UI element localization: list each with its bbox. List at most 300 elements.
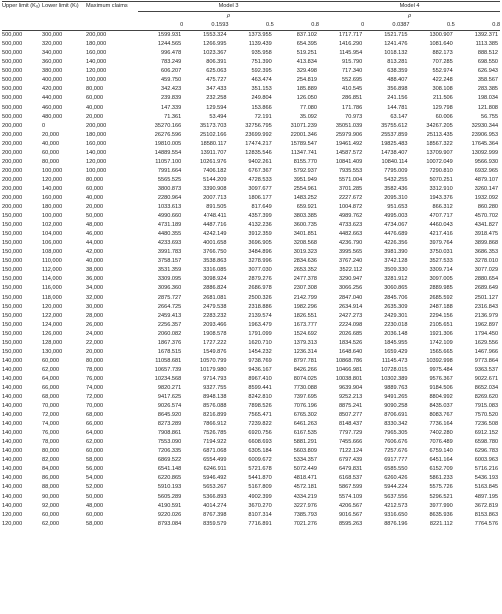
cell-value: 19825.483 (381, 140, 408, 147)
cell-upper-limit: 140,000 (2, 484, 23, 491)
cell-lower-limit: 124,000 (42, 321, 63, 328)
cell-value: 5432.255 (384, 176, 408, 183)
cell-value: 3767.240 (338, 258, 363, 265)
cell-value: 6220.865 (157, 475, 182, 482)
cell-lower-limit: 120,000 (42, 176, 63, 183)
cell-value: 1549.876 (203, 348, 227, 355)
cell-value: 3742.128 (384, 258, 408, 265)
cell-value: 2316.843 (474, 303, 499, 310)
cell-value: 8576.088 (203, 403, 227, 410)
cell-value: 241.156 (387, 95, 408, 102)
cell-value: 3981.390 (384, 249, 408, 256)
cell-maximum-claims: 24,000 (86, 330, 104, 337)
cell-value: 7397.695 (293, 394, 318, 401)
table-row (2, 375, 500, 384)
cell-value: 1004.872 (338, 204, 363, 211)
table-row (2, 429, 500, 438)
cell-value: 15789.547 (290, 140, 318, 147)
cell-value: 35173.703 (200, 122, 227, 129)
cell-value: 8599.441 (248, 384, 272, 391)
cell-value: 4233.693 (157, 240, 182, 247)
cell-value: 56.755 (480, 113, 499, 120)
table-row (2, 221, 500, 230)
cell-value: 8074.025 (293, 375, 318, 382)
cell-lower-limit: 180,000 (42, 204, 63, 211)
cell-value: 5867.599 (338, 484, 363, 491)
cell-upper-limit: 140,000 (2, 421, 23, 428)
cell-value: 9184.506 (429, 384, 453, 391)
cell-value: 7991.664 (157, 167, 182, 174)
cell-upper-limit: 150,000 (2, 249, 23, 256)
cell-value: 1033.613 (157, 204, 182, 211)
cell-value: 2500.326 (248, 294, 272, 301)
cell-value: 6296.783 (474, 448, 499, 455)
cell-value: 286.851 (342, 95, 363, 102)
cell-maximum-claims: 58,000 (86, 520, 104, 527)
cell-value: 1023.367 (203, 50, 227, 57)
cell-upper-limit: 150,000 (2, 267, 23, 274)
table-row (2, 248, 500, 257)
cell-value: 2307.308 (293, 285, 318, 292)
cell-lower-limit: 340,000 (42, 50, 63, 57)
cell-value: 8793.084 (157, 520, 182, 527)
cell-maximum-claims: 78,000 (86, 366, 104, 373)
header-rho-value: 0.1593 (183, 21, 228, 31)
cell-maximum-claims: 160,000 (86, 140, 107, 147)
cell-value: 8269.620 (474, 394, 499, 401)
cell-value: 882.173 (432, 50, 453, 57)
cell-value: 8652.034 (474, 384, 499, 391)
cell-value: 9363.537 (474, 366, 499, 373)
cell-value: 6167.535 (293, 430, 318, 437)
cell-value: 351.153 (251, 86, 272, 93)
cell-value: 9252.213 (338, 394, 363, 401)
cell-upper-limit: 500,000 (2, 41, 23, 48)
cell-value: 3979.764 (429, 240, 453, 247)
cell-value: 342.423 (161, 86, 182, 93)
cell-value: 53.494 (209, 113, 227, 120)
cell-maximum-claims: 28,000 (86, 312, 104, 319)
cell-value: 129.594 (206, 104, 227, 111)
cell-value: 1416.290 (338, 41, 363, 48)
cell-value: 659.921 (296, 204, 318, 211)
cell-value: 10841.409 (335, 158, 363, 165)
cell-value: 1373.955 (248, 32, 272, 39)
cell-value: 2889.985 (429, 285, 453, 292)
cell-value: 717.340 (342, 68, 363, 75)
table-row (2, 31, 500, 41)
header-lower-limit: Lower limit (Kₗ) (42, 2, 86, 12)
cell-upper-limit: 140,000 (2, 448, 23, 455)
cell-value: 308.108 (432, 86, 453, 93)
cell-lower-limit: 62,000 (42, 366, 60, 373)
cell-lower-limit: 68,000 (42, 394, 60, 401)
cell-value: 2142.799 (293, 294, 318, 301)
cell-maximum-claims: 68,000 (86, 412, 104, 419)
cell-value: 2845.706 (384, 294, 408, 301)
table-row (2, 149, 500, 158)
cell-value: 8875.241 (338, 403, 363, 410)
table-row (2, 493, 500, 502)
cell-value: 4242.149 (203, 231, 227, 238)
cell-value: 5721.678 (248, 466, 272, 473)
cell-upper-limit: 200,000 (2, 140, 23, 147)
cell-value: 9316.650 (384, 511, 408, 518)
cell-value: 1241.476 (384, 41, 408, 48)
table-row (2, 284, 500, 293)
cell-value: 8948.138 (203, 394, 227, 401)
cell-value: 5334.357 (293, 457, 318, 464)
cell-value: 1629.556 (474, 339, 499, 346)
cell-value: 8797.781 (293, 357, 318, 364)
header-rho-value: 0 (319, 21, 364, 31)
cell-value: 3701.285 (338, 185, 363, 192)
cell-maximum-claims: 58,000 (86, 457, 104, 464)
cell-upper-limit: 150,000 (2, 213, 23, 220)
cell-maximum-claims: 46,000 (86, 231, 104, 238)
cell-value: 2664.725 (157, 303, 182, 310)
cell-value: 129.798 (432, 104, 453, 111)
cell-value: 817.649 (251, 204, 272, 211)
cell-value: 5070.251 (429, 176, 453, 183)
cell-value: 10072.049 (426, 158, 453, 165)
table-row (2, 176, 500, 185)
cell-value: 1826.551 (293, 312, 318, 319)
table-row (2, 303, 500, 312)
cell-value: 3538.863 (203, 258, 227, 265)
cell-value: 153.866 (251, 104, 272, 111)
cell-value: 35.092 (299, 113, 318, 120)
cell-value: 1963.479 (248, 321, 272, 328)
cell-upper-limit: 120,000 (2, 520, 23, 527)
cell-lower-limit: 60,000 (42, 357, 60, 364)
cell-value: 3401.851 (293, 231, 318, 238)
cell-value: 10179.980 (200, 366, 227, 373)
cell-upper-limit: 500,000 (2, 95, 23, 102)
cell-lower-limit: 420,000 (42, 86, 63, 93)
cell-value: 3803.385 (293, 213, 318, 220)
cell-value: 6009.672 (248, 457, 272, 464)
header-rho-model-3: ρ (226, 13, 231, 20)
cell-value: 17474.217 (245, 140, 272, 147)
cell-value: 11347.741 (291, 149, 318, 156)
table-row (2, 140, 500, 149)
cell-value: 463.474 (251, 77, 272, 84)
cell-value: 1791.099 (248, 330, 272, 337)
cell-value: 6260.426 (384, 475, 408, 482)
table-row (2, 474, 500, 483)
cell-upper-limit: 150,000 (2, 276, 23, 283)
cell-value: 4236.790 (338, 240, 363, 247)
cell-value: 7553.090 (157, 439, 182, 446)
cell-maximum-claims: 60,000 (86, 95, 104, 102)
cell-value: 211.506 (432, 95, 453, 102)
cell-maximum-claims: 40,000 (86, 104, 104, 111)
table-row (2, 58, 500, 67)
cell-value: 25537.859 (381, 131, 408, 138)
cell-value: 23906.953 (471, 131, 499, 138)
cell-upper-limit: 500,000 (2, 104, 23, 111)
cell-value: 4897.195 (474, 493, 499, 500)
cell-value: 1145.954 (339, 50, 363, 57)
cell-upper-limit: 150,000 (2, 231, 23, 238)
cell-value: 3097.677 (248, 185, 272, 192)
cell-value: 459.750 (161, 77, 182, 84)
cell-lower-limit: 130,000 (42, 348, 63, 355)
cell-maximum-claims: 52,000 (86, 484, 104, 491)
table-row (2, 167, 500, 176)
cell-value: 4206.567 (338, 502, 363, 509)
cell-value: 10466.981 (335, 366, 363, 373)
cell-lower-limit: 60,000 (42, 149, 60, 156)
cell-maximum-claims: 100,000 (86, 167, 107, 174)
cell-value: 1113.385 (475, 41, 499, 48)
cell-value: 10392.998 (426, 357, 453, 364)
cell-lower-limit: 78,000 (42, 439, 60, 446)
cell-value: 4731.189 (157, 222, 182, 229)
cell-value: 8083.767 (429, 412, 453, 419)
cell-value: 552.974 (432, 68, 453, 75)
cell-maximum-claims: 180,000 (86, 41, 107, 48)
cell-value: 2501.127 (474, 294, 499, 301)
cell-lower-limit: 116,000 (42, 285, 62, 292)
cell-value: 329.498 (296, 68, 318, 75)
cell-value: 6305.184 (248, 448, 272, 455)
header-rho-model-4: ρ (407, 13, 412, 20)
cell-value: 2686.978 (248, 285, 272, 292)
table-row (2, 330, 500, 339)
cell-value: 5296.521 (429, 493, 453, 500)
cell-value: 4734.067 (384, 222, 408, 229)
cell-value: 2689.649 (474, 285, 499, 292)
cell-maximum-claims: 64,000 (86, 430, 104, 437)
cell-value: 8153.863 (474, 511, 499, 518)
cell-value: 698.550 (477, 59, 499, 66)
cell-value: 1717.717 (338, 32, 363, 39)
cell-value: 1794.450 (474, 330, 499, 337)
cell-upper-limit: 140,000 (2, 412, 23, 419)
cell-value: 3096.360 (157, 285, 182, 292)
cell-value: 7866.912 (203, 421, 227, 428)
cell-value: 4014.274 (203, 502, 227, 509)
cell-value: 34267.205 (426, 122, 453, 129)
cell-lower-limit: 60,000 (42, 511, 60, 518)
cell-maximum-claims: 100,000 (86, 77, 107, 84)
cell-value: 6920.756 (248, 430, 272, 437)
claims-table (2, 1, 500, 529)
cell-maximum-claims: 20,000 (86, 204, 104, 211)
cell-value: 8426.266 (293, 366, 318, 373)
cell-value: 519.251 (296, 50, 318, 57)
cell-value: 7194.922 (203, 439, 227, 446)
header-rho-value: 0.5 (229, 21, 274, 31)
cell-value: 860.280 (477, 204, 499, 211)
cell-value: 422.248 (432, 77, 453, 84)
cell-value: 2230.018 (384, 321, 408, 328)
cell-value: 3800.873 (157, 185, 182, 192)
cell-upper-limit: 140,000 (2, 493, 23, 500)
cell-maximum-claims: 36,000 (86, 276, 104, 283)
cell-value: 3766.750 (203, 249, 227, 256)
cell-lower-limit: 76,000 (42, 430, 60, 437)
cell-value: 4001.658 (203, 240, 227, 247)
table-row (2, 438, 500, 447)
cell-upper-limit: 200,000 (2, 122, 23, 129)
cell-maximum-claims: 140,000 (86, 59, 107, 66)
table-row (2, 511, 500, 520)
cell-lower-limit: 112,000 (42, 267, 62, 274)
cell-value: 7908.861 (157, 430, 182, 437)
cell-upper-limit: 150,000 (2, 303, 23, 310)
cell-value: 6246.911 (203, 466, 227, 473)
cell-value: 2026.685 (338, 330, 363, 337)
table-row (2, 357, 500, 366)
cell-lower-limit: 108,000 (42, 249, 63, 256)
cell-value: 5603.809 (293, 448, 318, 455)
cell-value: 6451.164 (429, 457, 453, 464)
cell-value: 6917.777 (384, 457, 408, 464)
cell-value: 3019.323 (293, 249, 318, 256)
cell-value: 3991.783 (157, 249, 182, 256)
cell-value: 8645.920 (157, 412, 182, 419)
header-rho-value: 0.5 (410, 21, 455, 31)
cell-upper-limit: 150,000 (2, 312, 23, 319)
cell-value: 4570.702 (474, 213, 499, 220)
cell-value: 3977.990 (429, 502, 453, 509)
cell-lower-limit: 126,000 (42, 330, 63, 337)
cell-maximum-claims: 20,000 (86, 348, 104, 355)
cell-value: 837.102 (296, 32, 318, 39)
table-row (2, 402, 500, 411)
cell-upper-limit: 140,000 (2, 466, 23, 473)
cell-value: 6765.302 (293, 412, 318, 419)
cell-value: 11057.100 (155, 158, 182, 165)
cell-upper-limit: 150,000 (2, 222, 23, 229)
cell-upper-limit: 140,000 (2, 403, 23, 410)
cell-lower-limit: 84,000 (42, 466, 60, 473)
cell-lower-limit: 120,000 (42, 303, 63, 310)
cell-value: 6797.439 (338, 457, 363, 464)
cell-value: 7965.305 (384, 430, 408, 437)
cell-value: 5167.809 (248, 484, 272, 491)
table-row (2, 321, 500, 330)
cell-value: 3077.030 (248, 267, 272, 274)
cell-lower-limit: 102,000 (42, 222, 63, 229)
cell-value: 5653.267 (203, 484, 227, 491)
cell-value: 2879.276 (248, 276, 272, 283)
cell-value: 2459.413 (157, 312, 182, 319)
cell-value: 2653.352 (293, 267, 318, 274)
header-upper-limit: Upper limit (Kᵤ) (2, 2, 42, 12)
cell-upper-limit: 150,000 (2, 321, 23, 328)
cell-upper-limit: 140,000 (2, 439, 23, 446)
cell-upper-limit: 140,000 (2, 475, 23, 482)
cell-value: 3260.147 (474, 185, 499, 192)
cell-lower-limit: 80,000 (42, 448, 60, 455)
cell-value: 7076.489 (429, 439, 453, 446)
cell-value: 6767.367 (248, 167, 272, 174)
cell-value: 2294.156 (429, 312, 453, 319)
cell-value: 8435.037 (429, 403, 453, 410)
cell-value: 866.312 (432, 204, 453, 211)
cell-value: 5574.109 (338, 493, 363, 500)
cell-value: 4460.043 (429, 222, 453, 229)
cell-value: 283.385 (477, 86, 499, 93)
cell-value: 4480.355 (157, 231, 182, 238)
cell-value: 1845.955 (384, 339, 408, 346)
cell-value: 232.258 (206, 95, 227, 102)
cell-value: 7076.196 (293, 403, 318, 410)
cell-value: 1908.578 (203, 330, 227, 337)
cell-value: 3600.735 (293, 222, 318, 229)
cell-value: 19810.005 (154, 140, 182, 147)
cell-value: 4487.716 (203, 222, 227, 229)
cell-lower-limit: 460,000 (42, 104, 63, 111)
cell-value: 1921.306 (429, 330, 453, 337)
cell-value: 1139.439 (248, 41, 272, 48)
cell-value: 7239.822 (248, 421, 272, 428)
cell-value: 2105.651 (429, 321, 453, 328)
header-rho-value: 0.8 (274, 21, 319, 31)
cell-value: 475.727 (206, 77, 227, 84)
cell-value: 3098.924 (203, 276, 227, 283)
cell-value: 1982.296 (293, 303, 318, 310)
cell-value: 5861.233 (429, 475, 453, 482)
cell-value: 2554.961 (293, 185, 318, 192)
table-row (2, 239, 500, 248)
cell-value: 9576.367 (429, 375, 453, 382)
cell-value: 1521.715 (384, 32, 408, 39)
cell-maximum-claims: 70,000 (86, 403, 104, 410)
cell-value: 6871.068 (203, 448, 227, 455)
cell-lower-limit: 104,000 (42, 231, 63, 238)
cell-value: 6869.522 (157, 457, 182, 464)
cell-value: 8221.112 (429, 520, 453, 527)
cell-value: 1379.313 (293, 339, 318, 346)
table-row (2, 203, 500, 212)
cell-upper-limit: 500,000 (2, 68, 23, 75)
table-body (2, 31, 500, 529)
cell-value: 3522.112 (339, 267, 363, 274)
cell-value: 12835.546 (245, 149, 272, 156)
cell-value: 5792.937 (293, 167, 318, 174)
cell-value: 254.819 (296, 77, 318, 84)
cell-value: 7385.793 (293, 511, 318, 518)
table-row (2, 348, 500, 357)
cell-lower-limit: 106,000 (42, 240, 63, 247)
cell-maximum-claims: 62,000 (86, 439, 104, 446)
cell-lower-limit: 300,000 (42, 32, 63, 39)
cell-value: 9417.625 (157, 394, 182, 401)
cell-value: 2880.654 (474, 276, 499, 283)
cell-value: 8967.410 (248, 375, 272, 382)
cell-upper-limit: 200,000 (2, 185, 23, 192)
cell-value: 4995.003 (384, 213, 408, 220)
cell-value: 1678.515 (157, 348, 182, 355)
cell-value: 8155.770 (293, 158, 318, 165)
cell-value: 3390.908 (203, 185, 227, 192)
cell-value: 6932.965 (474, 167, 499, 174)
cell-value: 126.050 (296, 95, 318, 102)
cell-value: 625.063 (206, 68, 227, 75)
cell-value: 71.361 (164, 113, 182, 120)
cell-value: 8706.691 (384, 412, 408, 419)
cell-value: 2093.466 (203, 321, 227, 328)
table-row (2, 393, 500, 402)
cell-value: 7290.810 (429, 167, 453, 174)
cell-value: 9975.484 (429, 366, 453, 373)
cell-value: 7257.676 (384, 448, 408, 455)
